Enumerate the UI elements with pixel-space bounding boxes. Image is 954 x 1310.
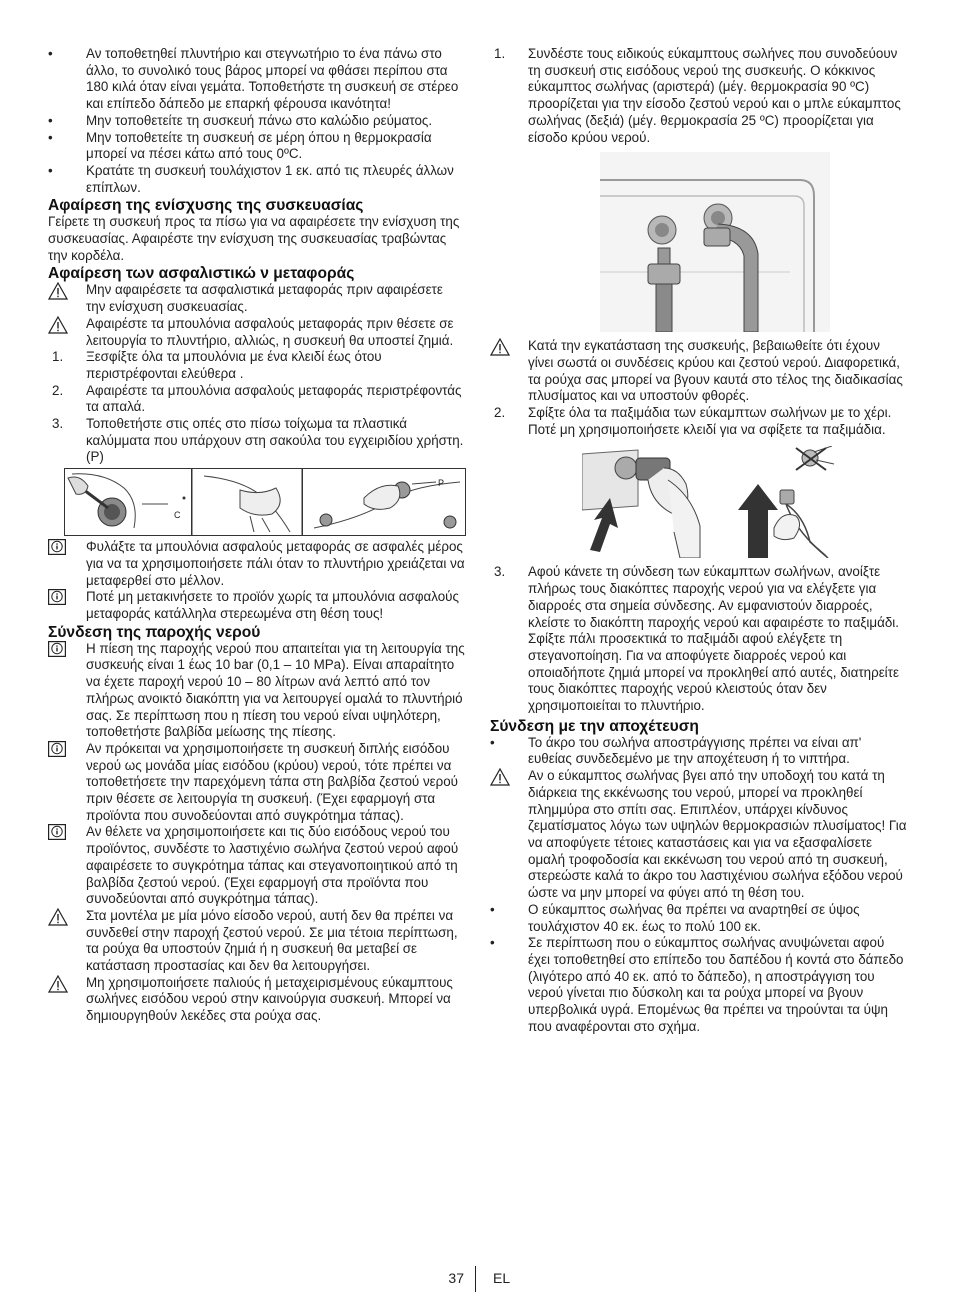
step-number: 3. bbox=[52, 416, 64, 432]
section-heading-water-supply: Σύνδεση της παροχής νερού bbox=[48, 623, 261, 641]
language-code: EL bbox=[493, 1270, 511, 1286]
info-note bbox=[48, 589, 465, 622]
bullet-item bbox=[48, 163, 465, 196]
warning-note bbox=[48, 282, 465, 315]
warning-note bbox=[490, 768, 907, 902]
bullet-text: Μην τοποθετείτε τη συσκευή σε μέρη όπου η θερμοκρασία μπορεί να πέσει κάτω από τους 0ºC. bbox=[86, 129, 432, 162]
warning-note bbox=[48, 908, 465, 975]
step-item bbox=[490, 564, 907, 714]
left-column bbox=[48, 46, 465, 1025]
info-note bbox=[48, 539, 465, 589]
step-text: Αφού κάνετε τη σύνδεση των εύκαμπτων σωλήνων, ανοίξτε πλήρως τους διακόπτες παροχής νερού για να ελέγξετε για διαρροές στα σημεία σύνδεσης. Αν εμφανιστούν διαρροές, κλείστε το διακόπτη παροχής νερού και αφαιρέστε το παξιμάδι. Σφίξτε πάλι προσεκτικά το παξιμάδι αφού ελέγξετε τη στεγανοποίηση. Για να αποφύγετε διαρροές νερού και οποιαδήποτε ζημιά μπορεί να προκληθεί από αυτές, διατηρείτε τους διακόπτες παροχής νερού κλειστούς όταν δεν χρησιμοποιείται το πλυντήριο. bbox=[528, 564, 899, 714]
bullet-item bbox=[48, 113, 465, 130]
step-text: Ξεσφίξτε όλα τα μπουλόνια με ένα κλειδί έως ότου περιστρέφονται ελεύθερα . bbox=[86, 349, 382, 381]
page-number: 37 bbox=[448, 1270, 464, 1286]
bullet-item bbox=[490, 735, 907, 768]
step-text: Συνδέστε τους ειδικούς εύκαμπτους σωλήνες που συνοδεύουν τη συσκευή στις εισόδους νερού της συσκευής. Ο κόκκινος εύκαμπτος σωλήνας (αριστερά) (μέγ. θερμοκρασία 90 ºC) προορίζεται για την είσοδο ζεστού νερού και ο μπλε εύκαμπτος σωλήνας (δεξιά) (μέγ. θερμοκρασία 25 ºC) προορίζεται για είσοδο κρύου νερού. bbox=[528, 46, 901, 145]
step-item bbox=[48, 416, 465, 466]
bullet-marker: • bbox=[48, 129, 53, 145]
hand-tightening-illustration bbox=[582, 446, 898, 558]
info-text: Αν πρόκειται να χρησιμοποιήσετε τη συσκευή διπλής εισόδου νερού ως μονάδα μίας εισόδου (κρύου) νερού, τότε πρέπει να τοποθετήσετε την παρεχόμενη τάπα στη βαλβίδα ζεστού νερού πριν θέσετε σε λειτουργία τη συσκευή. (Έχει εφαρμογή στα προϊόντα που συνοδεύονται από συγκρότημα τάπας). bbox=[86, 740, 459, 823]
warning-icon bbox=[48, 316, 86, 349]
step-item bbox=[490, 46, 907, 146]
warning-icon bbox=[490, 338, 528, 405]
bullet-item bbox=[48, 46, 465, 113]
info-note bbox=[48, 824, 465, 908]
info-text: Αν θέλετε να χρησιμοποιήσετε και τις δύο εισόδους νερού του προϊόντος, συνδέστε το λαστιχένιο σωλήνα ζεστού νερού αφού αφαιρέσετε το συγκρότημα τάπας και στεγανοποιητικού από τη βαλβίδα ζεστού νερού. (Έχει εφαρμογή στα προϊόντα που συνοδεύονται από συγκρότημα τάπας). bbox=[86, 824, 459, 907]
info-icon bbox=[48, 589, 86, 622]
bullet-marker: • bbox=[490, 734, 495, 750]
section-heading-drain: Σύνδεση με την αποχέτευση bbox=[490, 717, 699, 735]
bullet-item bbox=[490, 935, 907, 1035]
info-text: Φυλάξτε τα μπουλόνια ασφαλούς μεταφοράς σε ασφαλές μέρος για να τα χρησιμοποιήσετε πάλι όταν το πλυντήριο χρειάζεται να μεταφερθεί στο μέλλον. bbox=[86, 539, 465, 588]
info-note bbox=[48, 641, 465, 741]
bullet-marker: • bbox=[48, 112, 53, 128]
bullet-item bbox=[48, 130, 465, 163]
step-number: 2. bbox=[52, 382, 64, 398]
step-number: 1. bbox=[52, 349, 64, 365]
warning-text: Στα μοντέλα με μία μόνο είσοδο νερού, αυτή δεν θα πρέπει να συνδεθεί στην παροχή ζεστού νερού. Σε μια τέτοια περίπτωση, τα ρούχα θα υποστούν ζημιά ή η συσκευή θα μεταβεί σε κατάσταση προστασίας και δεν θα λειτουργήσει. bbox=[86, 907, 458, 974]
warning-icon bbox=[48, 282, 86, 315]
figure-label-p: P bbox=[438, 478, 445, 489]
figure-label-c: C bbox=[174, 510, 181, 521]
step-text: Αφαιρέστε τα μπουλόνια ασφαλούς μεταφοράς περιστρέφοντάς τα απαλά. bbox=[86, 382, 462, 415]
right-column bbox=[490, 46, 907, 1035]
bullet-text: Σε περίπτωση που ο εύκαμπτος σωλήνας ανυψώνεται αφού έχει τοποθετηθεί στο επίπεδο του δαπέδου ή κοντά στο δάπεδο (λιγότερο από 40 εκ. από το δάπεδο), η αποστράγγιση του νερού γίνεται πιο δύσκολη και τα ρούχα μπορεί να βγουν υπερβολικά υγρά. Επομένως θα πρέπει να τηρούνται τα ύψη που αναφέρονται στο σχήμα. bbox=[528, 935, 904, 1034]
bullet-text: Το άκρο του σωλήνα αποστράγγισης πρέπει να είναι απ' ευθείας συνδεδεμένο με την αποχέτευση ή το νιπτήρα. bbox=[528, 734, 862, 767]
warning-text: Μην αφαιρέσετε τα ασφαλιστικά μεταφοράς πριν αφαιρέσετε την ενίσχυση συσκευασίας. bbox=[86, 282, 443, 315]
warning-text: Κατά την εγκατάσταση της συσκευής, βεβαιωθείτε ότι έχουν γίνει σωστά οι συνδέσεις κρύου και ζεστού νερού. Διαφορετικά, τα ρούχα σας μπορεί να βγουν καυτά στο τέλος της διαδικασίας πλυσίματος και να υποστούν φθορές. bbox=[528, 338, 903, 404]
bullet-item bbox=[490, 902, 907, 935]
section-heading-packaging: Αφαίρεση της ενίσχυσης της συσκευασίας bbox=[48, 197, 364, 215]
bullet-marker: • bbox=[490, 935, 495, 951]
info-text: Ποτέ μη μετακινήσετε το προϊόν χωρίς τα μπουλόνια ασφαλούς μεταφοράς κατάλληλα στερεωμένα στη θέση τους! bbox=[86, 589, 459, 621]
step-text: Σφίξτε όλα τα παξιμάδια των εύκαμπτων σωλήνων με το χέρι. Ποτέ μη χρησιμοποιήσετε κλειδί για να σφίξετε τα παξιμάδια. bbox=[528, 405, 892, 437]
bullet-marker: • bbox=[490, 901, 495, 917]
bullet-marker: • bbox=[48, 46, 53, 61]
step-item bbox=[490, 405, 907, 438]
step-number: 2. bbox=[494, 405, 506, 421]
section-heading-transport: Αφαίρεση των ασφαλιστικώ ν μεταφοράς bbox=[48, 265, 355, 283]
bullet-text: Μην τοποθετείτε τη συσκευή πάνω στο καλώδιο ρεύματος. bbox=[86, 112, 433, 128]
info-text: Η πίεση της παροχής νερού που απαιτείται για τη λειτουργία της συσκευής είναι 1 έως 10 bar (0,1 – 10 MPa). Είναι απαραίτητο να έχετε παροχή νερού 10 – 80 λίτρων ανά λεπτό από τον πλήρως ανοικτό διακόπτη για να λειτουργεί ομαλά το πλυντήριό σας. Σε περίπτωση που η πίεση του νερού είναι υψηλότερη, τοποθετήστε βαλβίδα μείωσης της πίεσης. bbox=[86, 640, 465, 740]
warning-text: Αφαιρέστε τα μπουλόνια ασφαλούς μεταφοράς πριν θέσετε σε λειτουργία το πλυντήριο, αλλιώς, η συσκευή θα υποστεί ζημιά. bbox=[86, 315, 454, 348]
warning-note bbox=[490, 338, 907, 405]
packaging-text: Γείρετε τη συσκευή προς τα πίσω για να αφαιρέσετε την ενίσχυση της συσκευασίας. Αφαιρέστε την ενίσχυση της συσκευασίας τραβώντας την κορδέλα. bbox=[48, 214, 460, 263]
info-icon bbox=[48, 641, 86, 741]
info-icon bbox=[48, 741, 86, 825]
warning-note bbox=[48, 975, 465, 1025]
warning-icon bbox=[490, 768, 528, 902]
footer-divider bbox=[475, 1266, 476, 1292]
step-number: 3. bbox=[494, 564, 506, 580]
step-text: Τοποθετήστε στις οπές στο πίσω τοίχωμα τα πλαστικά καλύμματα που υπάρχουν στη σακούλα του εγχειριδίου χρήστη. (P) bbox=[86, 416, 464, 465]
bullet-text: Ο εύκαμπτος σωλήνας θα πρέπει να αναρτηθεί σε ύψος τουλάχιστον 40 εκ. έως το πολύ 100 εκ. bbox=[528, 901, 860, 934]
bullet-marker: • bbox=[48, 162, 53, 178]
transport-bolt-illustration bbox=[64, 468, 466, 536]
warning-text: Αν ο εύκαμπτος σωλήνας βγει από την υποδοχή του κατά τη διάρκεια της εκκένωσης του νερού, μπορεί να προκληθεί πλημμύρα στο σπίτι σας. Επιπλέον, υπάρχει κίνδυνος ζεματίσματος λόγω των υψηλών θερμοκρασιών πλυσίματος! Για να αποφύγετε τέτοιες καταστάσεις και για να εξασφαλίσετε ομαλή τροφοδοσία και εκκένωση του νερού από τη συσκευή, στερεώστε καλά το άκρο του λαστιχένιου σωλήνα εξόδου νερού ώστε να μην μπορεί να φύγει από τη θέση του. bbox=[528, 768, 907, 901]
bullet-text: Αν τοποθετηθεί πλυντήριο και στεγνωτήριο το ένα πάνω στο άλλο, το συνολικό τους βάρος μπορεί να φθάσει περίπου στα 180 κιλά όταν είναι γεμάτα. Τοποθετήστε τη συσκευή σε στέρεο και επίπεδο δάπεδο με επαρκή φέρουσα ικανότητα! bbox=[86, 46, 459, 112]
hose-inlet-illustration bbox=[600, 152, 830, 332]
info-icon bbox=[48, 539, 86, 589]
step-number: 1. bbox=[494, 46, 506, 61]
warning-text: Μη χρησιμοποιήσετε παλιούς ή μεταχειρισμένους εύκαμπτους σωλήνες εισόδου νερού στην καινούργια συσκευή. Μπορεί να δημιουργηθούν λεκέδες στα ρούχα σας. bbox=[86, 974, 453, 1024]
info-icon bbox=[48, 824, 86, 908]
step-item bbox=[48, 383, 465, 416]
warning-icon bbox=[48, 975, 86, 1025]
info-note bbox=[48, 741, 465, 825]
step-item bbox=[48, 349, 465, 382]
warning-note bbox=[48, 316, 465, 349]
bullet-text: Κρατάτε τη συσκευή τουλάχιστον 1 εκ. από τις πλευρές άλλων επίπλων. bbox=[86, 162, 454, 195]
warning-icon bbox=[48, 908, 86, 975]
